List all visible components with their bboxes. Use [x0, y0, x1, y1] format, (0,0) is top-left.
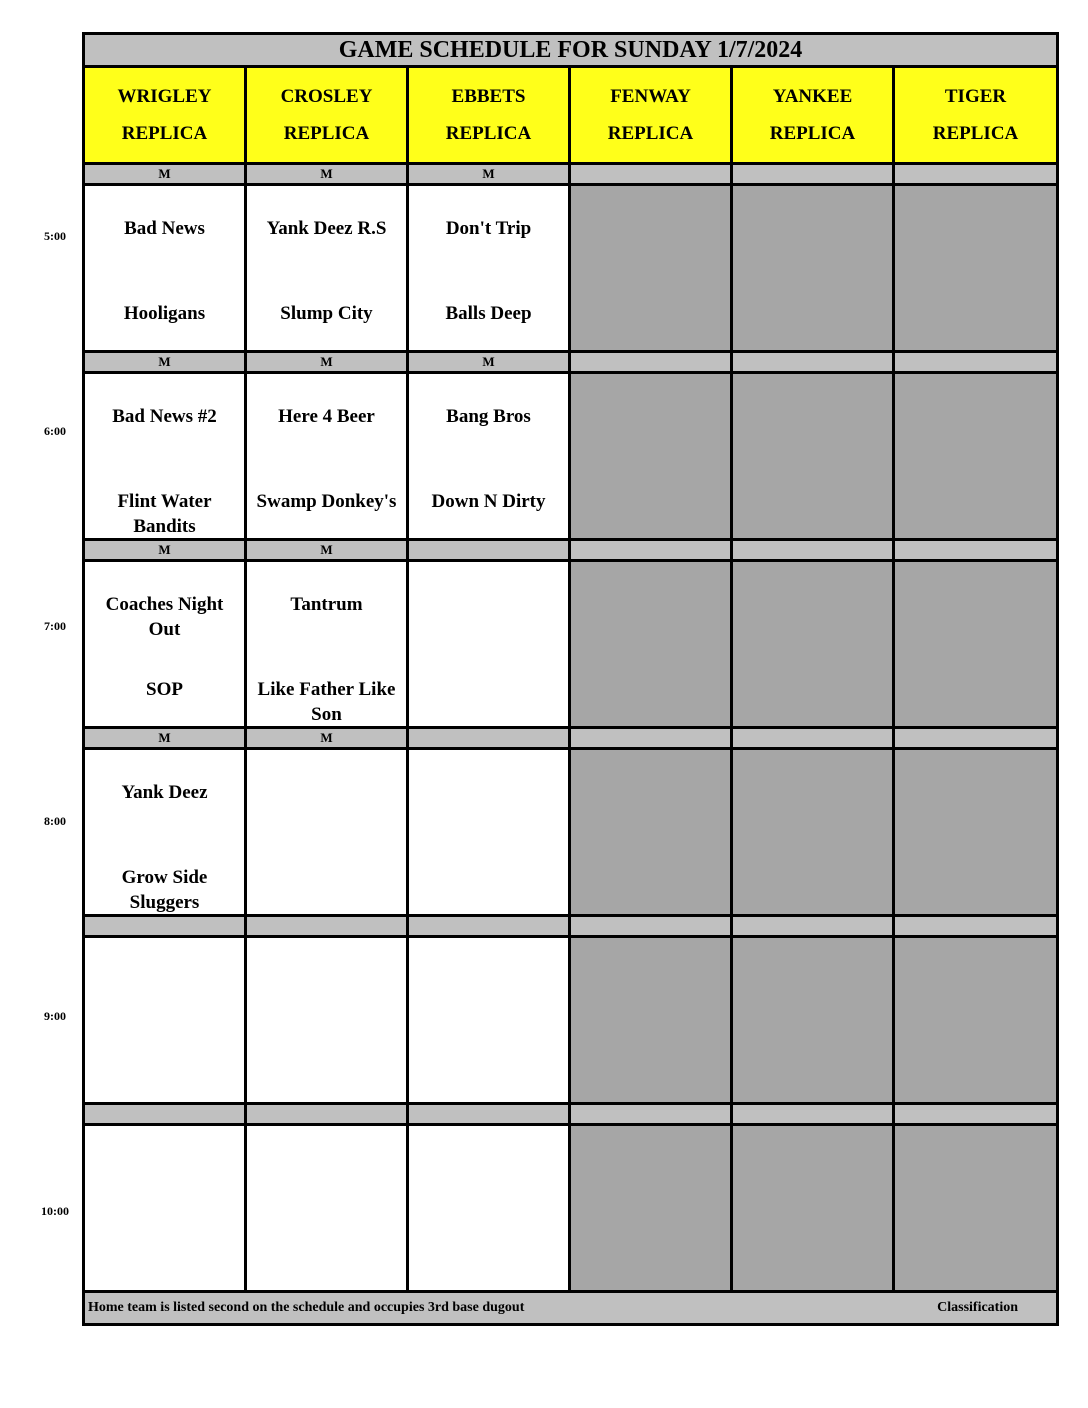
division-cell: [408, 728, 570, 749]
time-label-5: 5:00: [44, 229, 66, 243]
home-team: Hooligans: [123, 303, 206, 324]
game-cell: [84, 1125, 246, 1292]
field-name: FENWAY: [610, 86, 691, 107]
unavailable-cell: [570, 373, 732, 540]
division-cell: M: [84, 164, 246, 185]
field-subtitle: REPLICA: [283, 123, 370, 144]
unavailable-cell: [894, 185, 1058, 352]
home-team-note: Home team is listed second on the schedule and occupies 3rd base dugout: [88, 1300, 525, 1315]
field-header-crosley: [246, 67, 408, 164]
game-cell: [408, 937, 570, 1104]
division-cell: [732, 164, 894, 185]
game-cell: [246, 561, 408, 728]
home-team: Slump City: [280, 303, 373, 324]
home-team: Balls Deep: [445, 303, 532, 324]
unavailable-cell: [894, 1125, 1058, 1292]
division-cell: M: [408, 164, 570, 185]
unavailable-cell: [732, 373, 894, 540]
field-name: EBBETS: [451, 86, 526, 107]
division-row: [84, 916, 1058, 937]
division-cell: [570, 916, 732, 937]
home-team: Down N Dirty: [431, 491, 546, 512]
unavailable-cell: [732, 937, 894, 1104]
division-cell: [84, 1104, 246, 1125]
title-row: [84, 34, 1058, 67]
time-label-8: 8:00: [44, 814, 66, 828]
time-slot-row: [84, 1125, 1058, 1292]
division-cell: [732, 728, 894, 749]
game-cell: [246, 937, 408, 1104]
schedule-title: GAME SCHEDULE FOR SUNDAY 1/7/2024: [84, 34, 1058, 67]
time-label-7: 7:00: [44, 619, 66, 633]
away-team: Yank Deez R.S: [266, 218, 387, 239]
time-slot-row: [84, 561, 1058, 728]
game-cell: [84, 561, 246, 728]
game-cell: [84, 937, 246, 1104]
division-cell: [732, 352, 894, 373]
game-cell: [408, 1125, 570, 1292]
game-cell: [84, 749, 246, 916]
division-cell: [732, 916, 894, 937]
division-cell: [894, 1104, 1058, 1125]
field-header-row: [84, 67, 1058, 164]
footer-row: [84, 1292, 1058, 1325]
time-slot-row: [84, 749, 1058, 916]
field-subtitle: REPLICA: [932, 123, 1019, 144]
away-team: Yank Deez: [121, 782, 208, 803]
time-label-10: 10:00: [41, 1204, 69, 1218]
game-cell: [408, 561, 570, 728]
home-team: Grow Side Sluggers: [121, 867, 208, 913]
field-header-wrigley: [84, 67, 246, 164]
division-cell: [570, 728, 732, 749]
division-cell: [246, 916, 408, 937]
field-subtitle: REPLICA: [607, 123, 694, 144]
division-cell: [894, 540, 1058, 561]
time-slot-row: [84, 185, 1058, 352]
unavailable-cell: [894, 373, 1058, 540]
division-cell: M: [246, 540, 408, 561]
field-header-ebbets: [408, 67, 570, 164]
away-team: Tantrum: [290, 594, 363, 615]
field-header-tiger: [894, 67, 1058, 164]
division-row: [84, 352, 1058, 373]
division-cell: M: [84, 540, 246, 561]
division-cell: M: [246, 352, 408, 373]
division-cell: [570, 1104, 732, 1125]
away-team: Bad News: [124, 218, 205, 239]
division-cell: M: [246, 164, 408, 185]
unavailable-cell: [732, 561, 894, 728]
field-subtitle: REPLICA: [121, 123, 208, 144]
home-team: SOP: [146, 679, 183, 700]
away-team: Coaches Night Out: [105, 594, 224, 640]
division-cell: [408, 916, 570, 937]
home-team: Like Father Like Son: [257, 679, 396, 725]
division-row: [84, 1104, 1058, 1125]
division-cell: [894, 728, 1058, 749]
field-header-yankee: [732, 67, 894, 164]
division-row: [84, 164, 1058, 185]
unavailable-cell: [570, 561, 732, 728]
field-name: YANKEE: [772, 86, 853, 107]
unavailable-cell: [570, 937, 732, 1104]
away-team: Bang Bros: [446, 406, 531, 427]
division-row: [84, 540, 1058, 561]
field-subtitle: REPLICA: [769, 123, 856, 144]
division-cell: [84, 916, 246, 937]
game-cell: [408, 373, 570, 540]
time-label-9: 9:00: [44, 1009, 66, 1023]
division-cell: [408, 1104, 570, 1125]
game-cell: [246, 185, 408, 352]
unavailable-cell: [732, 749, 894, 916]
game-cell: [246, 1125, 408, 1292]
away-team: Here 4 Beer: [278, 406, 375, 427]
unavailable-cell: [570, 185, 732, 352]
division-cell: [246, 1104, 408, 1125]
division-cell: [570, 164, 732, 185]
game-cell: [84, 185, 246, 352]
unavailable-cell: [732, 185, 894, 352]
division-cell: M: [246, 728, 408, 749]
division-cell: [894, 352, 1058, 373]
home-team: Flint Water Bandits: [117, 491, 212, 537]
unavailable-cell: [894, 561, 1058, 728]
field-name: WRIGLEY: [117, 86, 212, 107]
field-header-fenway: [570, 67, 732, 164]
away-team: Don't Trip: [445, 218, 532, 239]
division-cell: [732, 540, 894, 561]
classification-label: Classification: [937, 1300, 1019, 1315]
time-slot-row: [84, 937, 1058, 1104]
unavailable-cell: [570, 1125, 732, 1292]
field-name: TIGER: [944, 86, 1007, 107]
unavailable-cell: [894, 937, 1058, 1104]
game-cell: [84, 373, 246, 540]
division-cell: M: [408, 352, 570, 373]
division-cell: M: [84, 352, 246, 373]
division-cell: [570, 540, 732, 561]
field-name: CROSLEY: [280, 86, 373, 107]
game-cell: [408, 185, 570, 352]
division-cell: [570, 352, 732, 373]
division-cell: M: [84, 728, 246, 749]
unavailable-cell: [894, 749, 1058, 916]
away-team: Bad News #2: [112, 406, 217, 427]
division-cell: [894, 164, 1058, 185]
game-cell: [246, 749, 408, 916]
schedule-table: [82, 32, 1059, 1326]
game-cell: [246, 373, 408, 540]
division-row: [84, 728, 1058, 749]
division-cell: [732, 1104, 894, 1125]
unavailable-cell: [570, 749, 732, 916]
home-team: Swamp Donkey's: [256, 491, 397, 512]
time-label-6: 6:00: [44, 424, 66, 438]
division-cell: [408, 540, 570, 561]
unavailable-cell: [732, 1125, 894, 1292]
footer-cell: [84, 1292, 1058, 1325]
division-cell: [894, 916, 1058, 937]
field-subtitle: REPLICA: [445, 123, 532, 144]
time-slot-row: [84, 373, 1058, 540]
game-cell: [408, 749, 570, 916]
